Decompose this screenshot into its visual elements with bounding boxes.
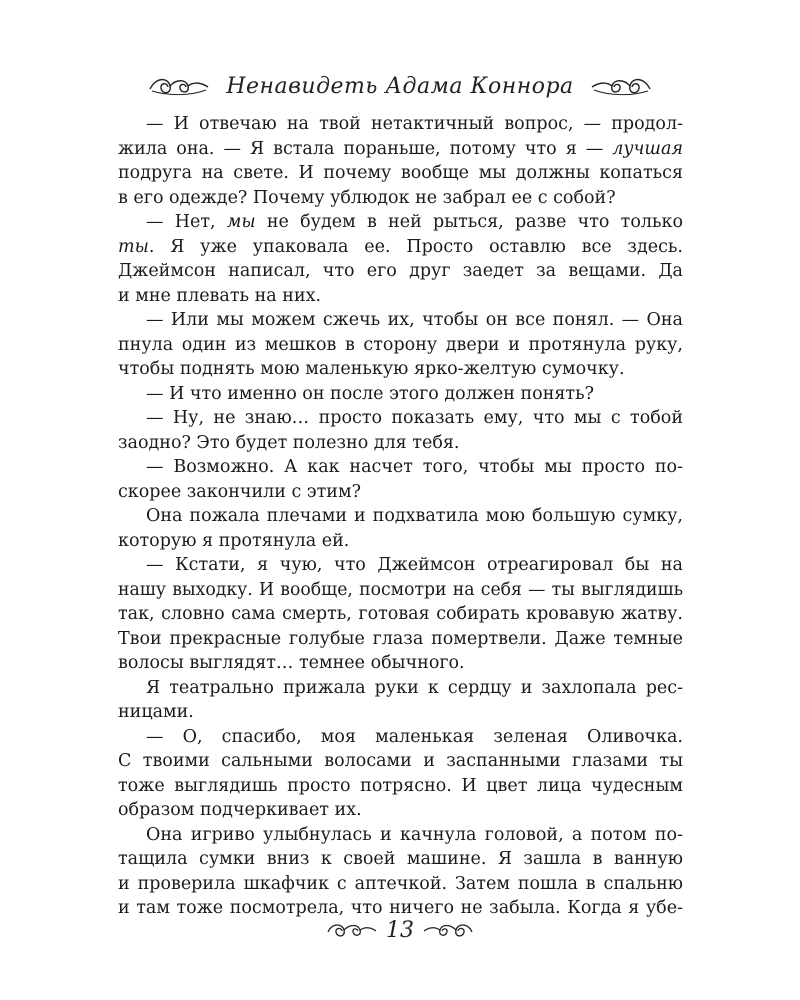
text-run: образом подчеркивает их. — [118, 800, 362, 820]
text-run: — О, спасибо, моя маленькая зеленая Оливочка. — [146, 726, 683, 747]
text-line — [118, 406, 683, 431]
page-footer — [0, 914, 800, 946]
text-run: Твои прекрасные голубые глаза помертвели. Даже темные — [118, 628, 683, 649]
text-run: — Возможно. А как насчет того, чтобы мы просто по- — [146, 457, 683, 477]
text-line — [118, 333, 683, 358]
text-line — [118, 627, 683, 652]
text-line — [118, 235, 683, 260]
text-run: скорее закончили с этим? — [118, 481, 361, 502]
text-run: — И что именно он после этого должен понять? — [146, 383, 594, 404]
text-line — [118, 847, 683, 872]
scroll-ornament-icon — [590, 75, 652, 97]
text-run: — Или мы можем сжечь их, чтобы он все понял. — Она — [146, 310, 683, 330]
running-title: Ненавидеть Адама Коннора — [226, 73, 574, 99]
text-line — [118, 823, 683, 848]
text-run: не будем в ней рыться, разве что только — [255, 212, 683, 232]
text-line — [118, 137, 683, 162]
text-run: и мне плевать на них. — [118, 285, 322, 306]
text-run: и там тоже посмотрела, что ничего не забыла. Когда я убе- — [118, 898, 683, 918]
text-run: так, словно сама смерть, готовая собирать кровавую жатву. — [118, 604, 683, 624]
text-run: — Ну, не знаю… просто показать ему, что мы с тобой — [146, 408, 683, 428]
text-run: волосы выглядят… темнее обычного. — [118, 653, 465, 673]
text-line — [118, 455, 683, 480]
text-line — [118, 431, 683, 456]
text-line — [118, 308, 683, 333]
text-line — [118, 725, 683, 750]
text-run: чтобы поднять мою маленькую ярко-желтую сумочку. — [118, 359, 625, 379]
text-run: Она пожала плечами и подхватила мою большую сумку, — [146, 506, 683, 526]
scroll-ornament-icon — [326, 920, 378, 940]
text-run: . Я уже упаковала ее. Просто оставлю все здесь. — [148, 236, 683, 257]
text-line — [118, 529, 683, 554]
text-line — [118, 749, 683, 774]
text-line — [118, 553, 683, 578]
text-run: которую я протянула ей. — [118, 530, 350, 551]
text-run: нашу выходку. И вообще, посмотри на себя — ты выглядишь — [118, 579, 683, 600]
text-run: Я театрально прижала руки к сердцу и захлопала рес- — [146, 677, 683, 698]
text-line — [118, 161, 683, 186]
running-header — [0, 66, 800, 106]
text-run: — Нет, — [146, 212, 227, 232]
text-line — [118, 700, 683, 725]
text-line — [118, 357, 683, 382]
text-run: — Кстати, я чую, что Джеймсон отреагировал бы на — [146, 555, 683, 575]
text-line — [118, 210, 683, 235]
scroll-ornament-icon — [422, 920, 474, 940]
italic-text: ты — [118, 236, 149, 257]
text-line — [118, 651, 683, 676]
text-run: Она игриво улыбнулась и качнула головой, а потом по- — [146, 824, 683, 845]
text-line — [118, 112, 683, 137]
text-line — [118, 578, 683, 603]
text-run: жила она. — Я встала пораньше, потому что я — — [118, 138, 613, 159]
text-line — [118, 602, 683, 627]
text-line — [118, 798, 683, 823]
text-run: заодно? Это будет полезно для тебя. — [118, 432, 460, 453]
text-line — [118, 259, 683, 284]
page-number: 13 — [386, 917, 414, 943]
text-line — [118, 774, 683, 799]
text-line — [118, 676, 683, 701]
text-run: подруга на свете. И почему вообще мы должны копаться — [118, 163, 683, 183]
text-line — [118, 480, 683, 505]
text-run: в его одежде? Почему ублюдок не забрал ее с собой? — [118, 187, 616, 208]
italic-text: мы — [226, 212, 256, 232]
text-run: тоже выглядишь просто потрясно. И цвет лица чудесным — [118, 775, 683, 796]
text-line — [118, 504, 683, 529]
text-run: Джеймсон написал, что его друг заедет за вещами. Да — [118, 261, 683, 281]
text-run: тащила сумки вниз к своей машине. Я зашла в ванную — [118, 849, 683, 869]
text-line — [118, 872, 683, 897]
text-run: ницами. — [118, 702, 194, 722]
italic-text: лучшая — [612, 138, 683, 159]
text-run: — И отвечаю на твой нетактичный вопрос, — продол- — [146, 114, 683, 134]
body-text — [118, 112, 683, 921]
scroll-ornament-icon — [148, 75, 210, 97]
text-line — [118, 382, 683, 407]
text-line — [118, 186, 683, 211]
text-run: и проверила шкафчик с аптечкой. Затем пошла в спальню — [118, 873, 683, 894]
text-line — [118, 284, 683, 309]
text-run: С твоими сальными волосами и заспанными глазами ты — [118, 751, 683, 771]
text-run: пнула один из мешков в сторону двери и протянула руку, — [118, 334, 683, 355]
